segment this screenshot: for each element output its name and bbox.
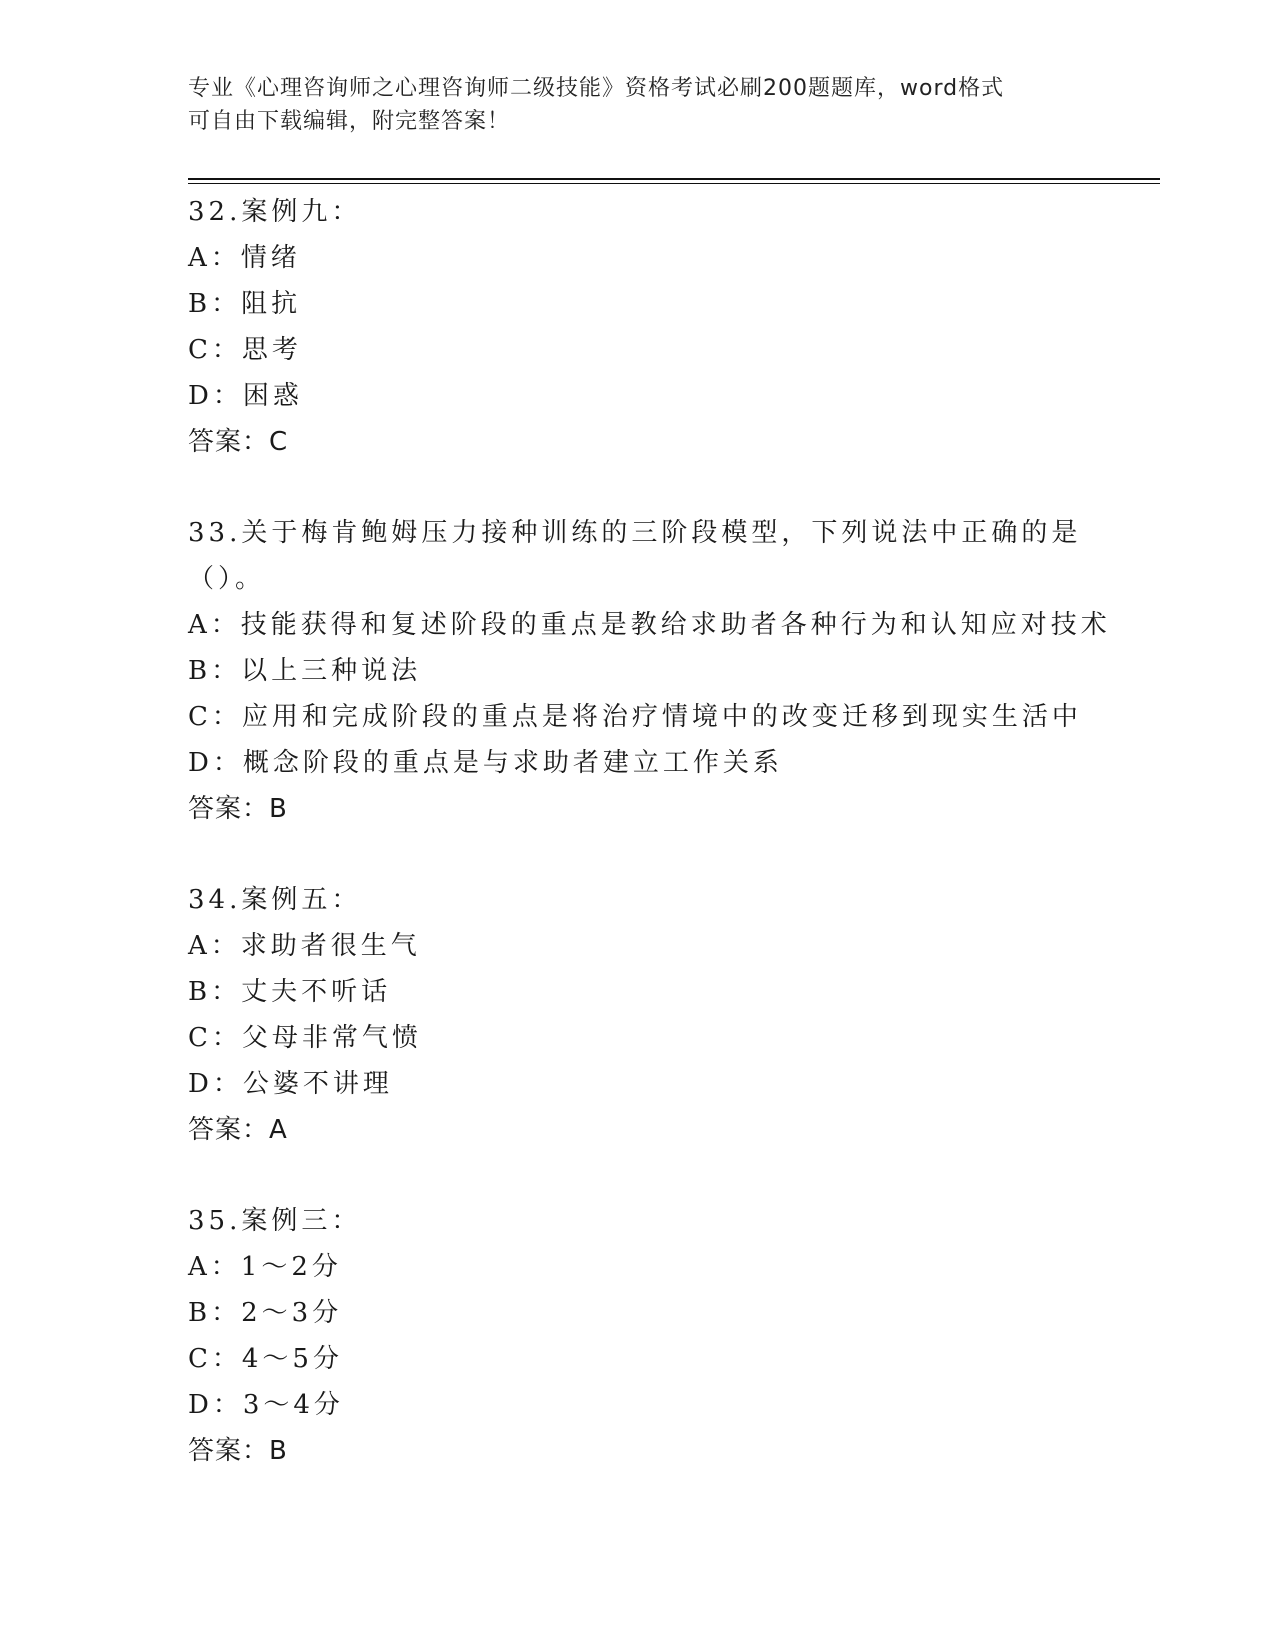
question-34: [188, 877, 1088, 1153]
question-list: [188, 189, 1111, 1519]
answer-line: 答案：A: [188, 1115, 288, 1145]
question-stem: 34.案例五：: [188, 885, 362, 915]
answer-line: 答案：B: [188, 794, 288, 824]
option-d: D：困惑: [188, 381, 303, 411]
question-stem: 32.案例九：: [188, 197, 362, 227]
option-b: B：以上三种说法: [188, 656, 422, 686]
question-stem: 33.关于梅肯鲍姆压力接种训练的三阶段模型，下列说法中正确的是（）。: [188, 518, 1082, 594]
header-line-2: 可自由下载编辑，附完整答案！: [188, 109, 511, 134]
option-a: A：1～2分: [188, 1252, 342, 1282]
option-c: C：应用和完成阶段的重点是将治疗情境中的改变迁移到现实生活中: [188, 702, 1082, 732]
header-line-1: 专业《心理咨询师之心理咨询师二级技能》资格考试必刷200题题库，word格式: [188, 76, 1005, 101]
question-stem: 35.案例三：: [188, 1206, 362, 1236]
question-32: [188, 189, 1088, 465]
option-d: D：公婆不讲理: [188, 1069, 393, 1099]
option-b: B：阻抗: [188, 289, 302, 319]
header-divider-thick: [188, 178, 1160, 180]
answer-line: 答案：B: [188, 1436, 288, 1466]
question-35: [188, 1198, 1088, 1474]
question-33: [188, 510, 1111, 832]
document-header: [188, 72, 1088, 138]
option-b: B：丈夫不听话: [188, 977, 392, 1007]
option-a: A：技能获得和复述阶段的重点是教给求助者各种行为和认知应对技术: [188, 610, 1111, 640]
option-a: A：求助者很生气: [188, 931, 421, 961]
option-d: D：3～4分: [188, 1390, 344, 1420]
option-d: D：概念阶段的重点是与求助者建立工作关系: [188, 748, 783, 778]
option-b: B：2～3分: [188, 1298, 343, 1328]
option-c: C：思考: [188, 335, 302, 365]
option-a: A：情绪: [188, 243, 301, 273]
header-divider-thin: [188, 183, 1160, 184]
answer-line: 答案：C: [188, 427, 289, 457]
option-c: C：父母非常气愤: [188, 1023, 422, 1053]
option-c: C：4～5分: [188, 1344, 343, 1374]
